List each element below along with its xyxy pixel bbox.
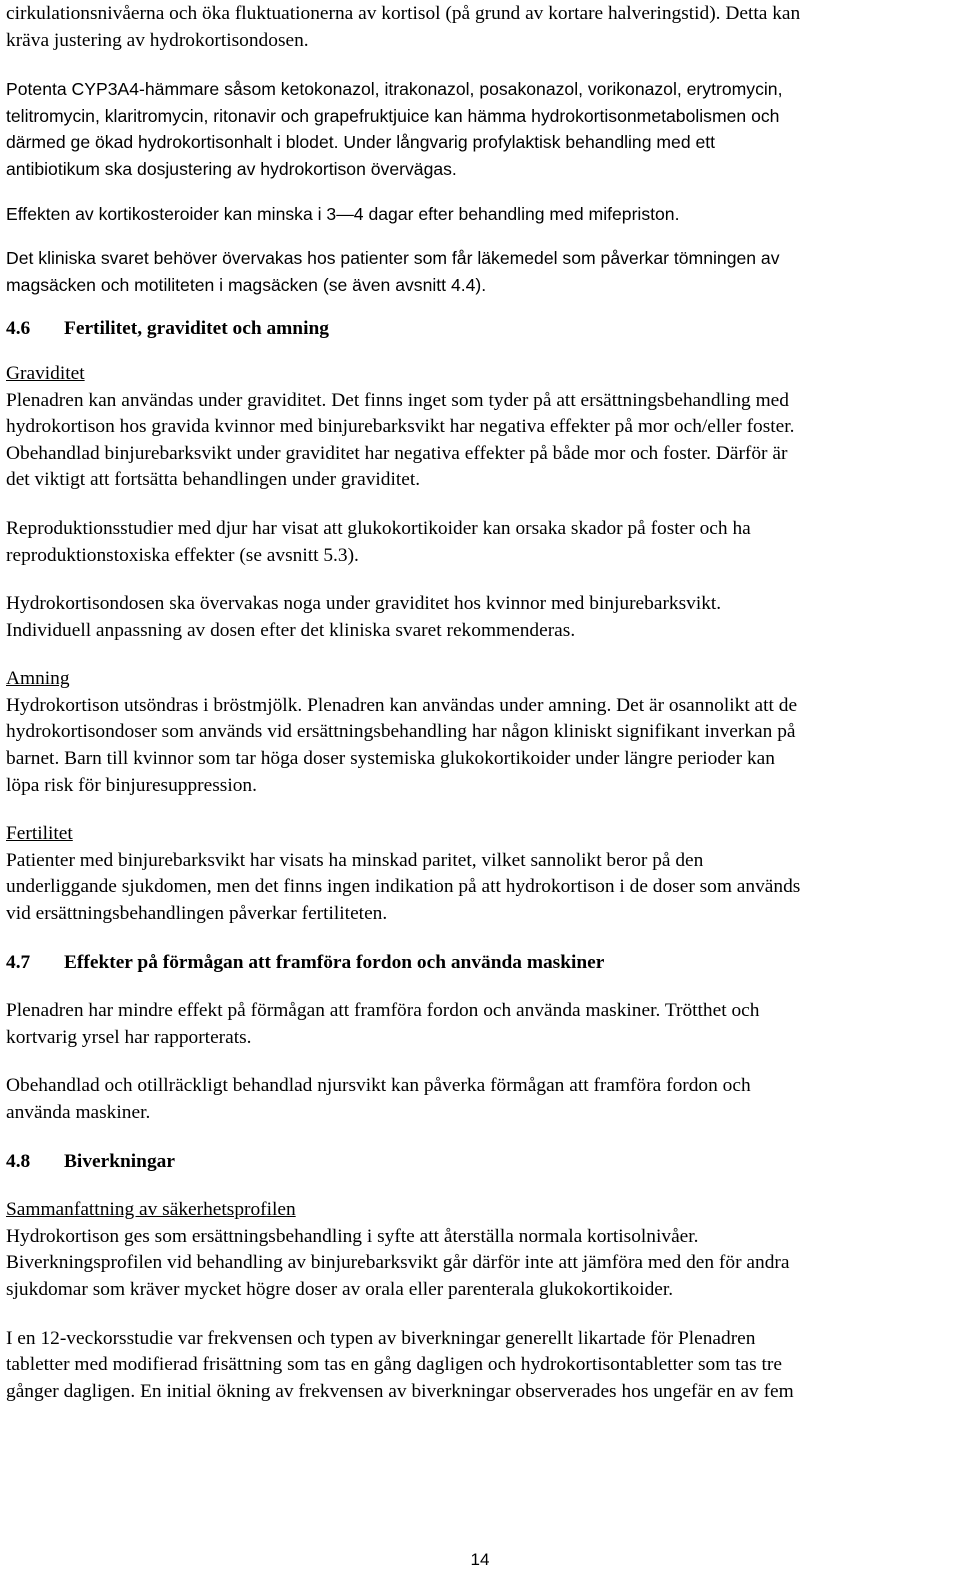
driving-paragraph-1 — [6, 998, 952, 1051]
graviditet-paragraph-2 — [6, 516, 952, 569]
text-line: Hydrokortison ges som ersättningsbehandling i syfte att återställa normala kortisolnivåer. — [6, 1225, 699, 1247]
text-line: Individuell anpassning av dosen efter det kliniska svaret rekommenderas. — [6, 619, 576, 641]
text-line: Plenadren har mindre effekt på förmågan att framföra fordon och använda maskiner. Trötthet och — [6, 1000, 760, 1022]
subheading-graviditet: Graviditet — [6, 362, 85, 384]
text-line: I en 12-veckorsstudie var frekvensen och typen av biverkningar generellt likartade för Plenadren — [6, 1327, 756, 1349]
intro-paragraph — [6, 1, 952, 54]
text-line: därmed ge ökad hydrokortisonhalt i blodet. Under långvarig profylaktisk behandling med ett — [6, 132, 716, 153]
text-line: gånger dagligen. En initial ökning av frekvensen av biverkningar observerades hos ungefär en av fem — [6, 1380, 794, 1402]
section-number: 4.6 — [6, 318, 31, 340]
section-title: Biverkningar — [64, 1150, 175, 1172]
subheading-safety-profile: Sammanfattning av säkerhetsprofilen — [6, 1199, 296, 1221]
mifepriston-paragraph — [6, 201, 952, 228]
text-line: sjukdomar som kräver mycket högre doser av orala eller parenterala glukokortikoider. — [6, 1278, 674, 1300]
section-heading-4-8 — [6, 1149, 952, 1176]
text-line: Hydrokortison utsöndras i bröstmjölk. Plenadren kan användas under amning. Det är osannolikt att de — [6, 694, 798, 716]
graviditet-paragraph-3 — [6, 591, 952, 644]
text-line: tabletter med modifierad frisättning som tas en gång dagligen och hydrokortisontabletter som tas tre — [6, 1354, 782, 1376]
text-line: Reproduktionsstudier med djur har visat att glukokortikoider kan orsaka skador på foster och ha — [6, 517, 751, 539]
safety-paragraph-2 — [6, 1326, 952, 1406]
text-line: reproduktionstoxiska effekter (se avsnitt 5.3). — [6, 544, 359, 566]
text-line: barnet. Barn till kvinnor som tar höga doser systemiska glukokortikoider under längre perioder kan — [6, 748, 775, 770]
text-line: antibiotikum ska dosjustering av hydrokortison övervägas. — [6, 158, 457, 179]
text-line: Potenta CYP3A4-hämmare såsom ketokonazol, itrakonazol, posakonazol, vorikonazol, erytromycin, — [6, 79, 783, 100]
text-line: vid ersättningsbehandlingen påverkar fertiliteten. — [6, 903, 388, 925]
graviditet-paragraph-1 — [6, 388, 952, 494]
text-line: Plenadren kan användas under graviditet. Det finns inget som tyder på att ersättningsbehandling med — [6, 389, 789, 411]
section-heading-4-6 — [6, 316, 952, 343]
text-line: Effekten av kortikosteroider kan minska i 3—4 dagar efter behandling med mifepriston. — [6, 203, 680, 224]
text-line: cirkulationsnivåerna och öka fluktuationerna av kortisol (på grund av kortare halveringstid). Detta kan — [6, 3, 801, 24]
text-line: Det kliniska svaret behöver övervakas hos patienter som får läkemedel som påverkar tömningen av — [6, 248, 780, 269]
text-line: löpa risk för binjuresuppression. — [6, 774, 257, 796]
subheading-fertilitet: Fertilitet — [6, 823, 73, 845]
text-line: använda maskiner. — [6, 1102, 151, 1123]
text-line: det viktigt att fortsätta behandlingen under graviditet. — [6, 469, 421, 491]
text-line: Patienter med binjurebarksvikt har visats ha minskad paritet, vilket sannolikt beror på den — [6, 849, 704, 871]
amning-paragraph — [6, 693, 952, 799]
fertilitet-paragraph — [6, 848, 952, 928]
text-line: kräva justering av hydrokortisondosen. — [6, 29, 309, 51]
section-title: Fertilitet, graviditet och amning — [64, 318, 329, 340]
section-heading-4-7 — [6, 950, 952, 977]
text-line: Obehandlad binjurebarksvikt under graviditet har negativa effekter på både mor och foster. Därför är — [6, 442, 788, 464]
section-number: 4.7 — [6, 951, 31, 973]
text-line: telitromycin, klaritromycin, ritonavir och grapefruktjuice kan hämma hydrokortisonmetabolismen och — [6, 105, 780, 126]
text-line: hydrokortisondoser som används vid ersättningsbehandling har någon kliniskt signifikant inverkan på — [6, 721, 796, 743]
text-line: kortvarig yrsel har rapporterats. — [6, 1026, 252, 1048]
text-line: Obehandlad och otillräckligt behandlad njursvikt kan påverka förmågan att framföra fordon och — [6, 1075, 751, 1097]
driving-paragraph-2 — [6, 1073, 952, 1126]
section-number: 4.8 — [6, 1150, 31, 1172]
subheading-amning: Amning — [6, 668, 70, 690]
text-line: underliggande sjukdomen, men det finns ingen indikation på att hydrokortison i de doser som används — [6, 876, 801, 898]
text-line: Hydrokortisondosen ska övervakas noga under graviditet hos kvinnor med binjurebarksvikt. — [6, 593, 722, 615]
text-line: magsäcken och motiliteten i magsäcken (se även avsnitt 4.4). — [6, 274, 487, 295]
safety-paragraph-1 — [6, 1224, 952, 1304]
cyp3a4-paragraph — [6, 76, 952, 182]
document-page — [6, 0, 952, 1405]
clinical-response-paragraph — [6, 245, 952, 298]
section-title: Effekter på förmågan att framföra fordon och använda maskiner — [64, 951, 605, 973]
text-line: hydrokortison hos gravida kvinnor med binjurebarksvikt har negativa effekter på mor och/eller foster. — [6, 416, 795, 438]
page-number: 14 — [470, 1550, 490, 1569]
text-line: Biverkningsprofilen vid behandling av binjurebarksvikt går därför inte att jämföra med den för andra — [6, 1252, 790, 1274]
